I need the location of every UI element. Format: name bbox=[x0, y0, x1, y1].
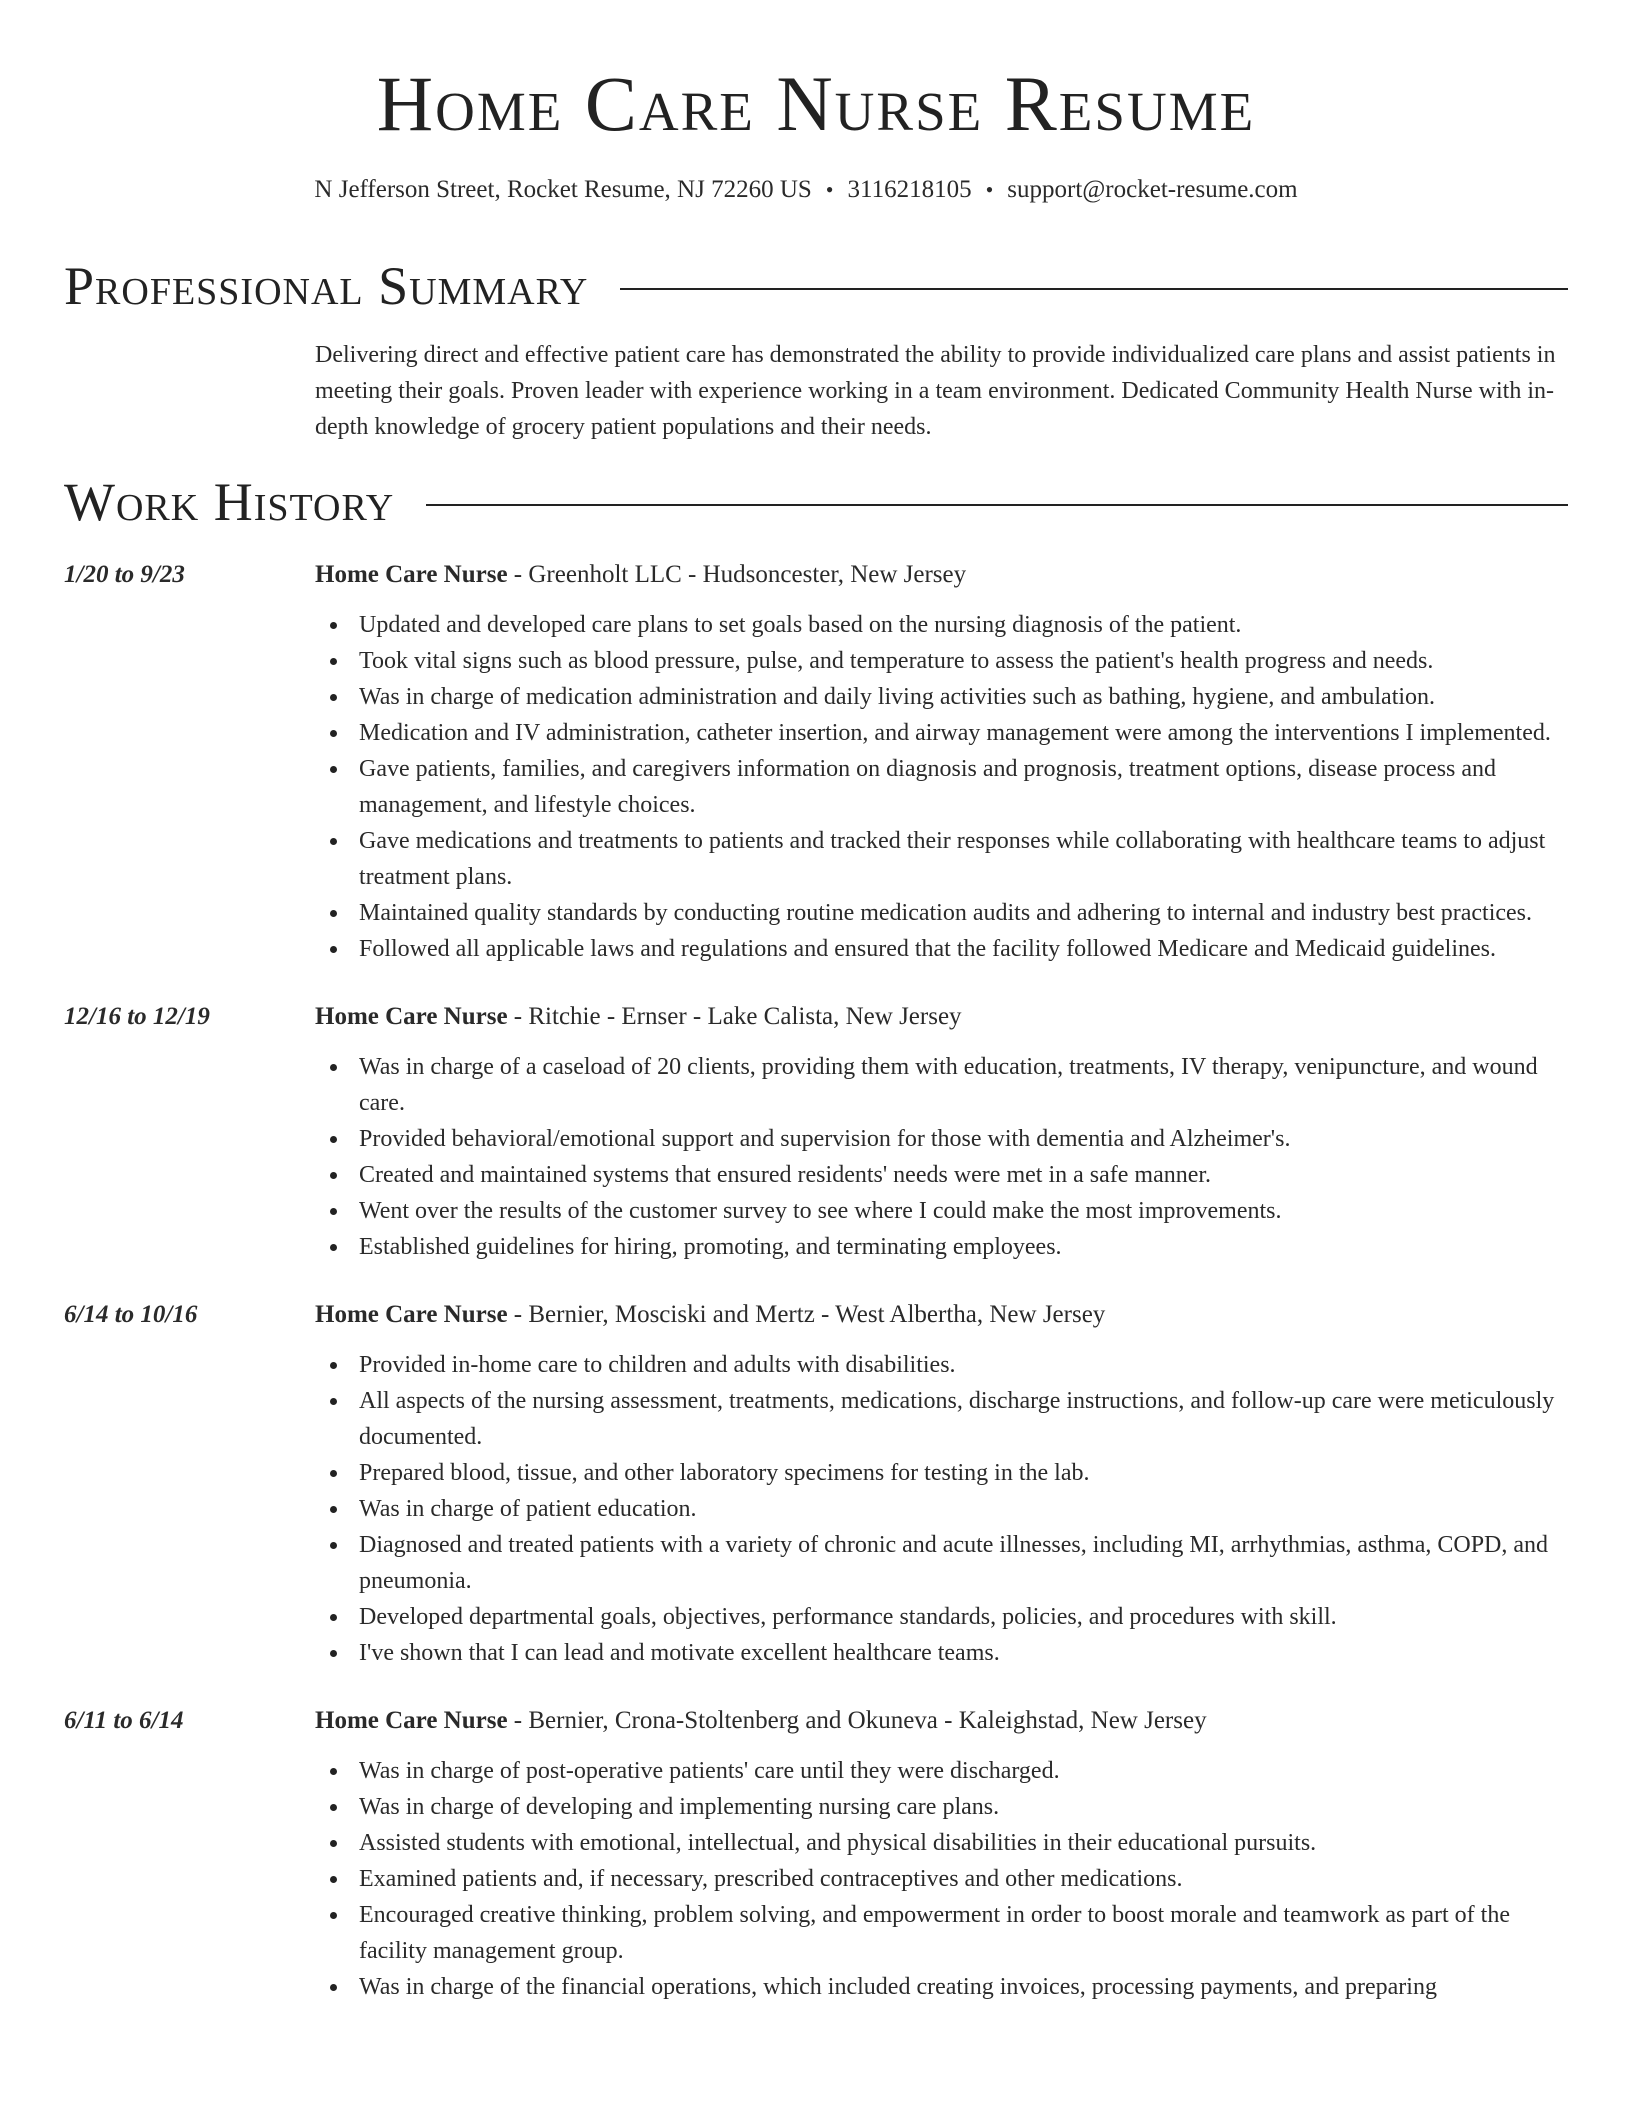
job-bullet-text: Took vital signs such as blood pressure, pulse, and temperature to assess the patient's health progress and needs. bbox=[359, 648, 1434, 674]
job-bullet bbox=[315, 1121, 1568, 1157]
bullet-icon bbox=[330, 1804, 337, 1811]
job-bullet bbox=[315, 1635, 1568, 1671]
bullet-icon bbox=[330, 1876, 337, 1883]
job-entry bbox=[64, 999, 1568, 1265]
job-entry bbox=[64, 557, 1568, 967]
job-bullet bbox=[315, 1347, 1568, 1383]
job-bullet-text: Gave patients, families, and caregivers information on diagnosis and prognosis, treatment options, disease process and management, and lifestyle choices. bbox=[359, 756, 1497, 818]
bullet-icon bbox=[330, 1506, 337, 1513]
job-bullet-list bbox=[315, 1347, 1568, 1671]
job-bullet bbox=[315, 1157, 1568, 1193]
job-bullet-text: All aspects of the nursing assessment, treatments, medications, discharge instructions, and follow-up care were meticulously documented. bbox=[359, 1388, 1555, 1450]
job-bullet bbox=[315, 751, 1568, 823]
job-bullet-text: Medication and IV administration, catheter insertion, and airway management were among the interventions I implemented. bbox=[359, 720, 1551, 746]
job-bullet-list bbox=[315, 1753, 1568, 2005]
job-bullet bbox=[315, 1599, 1568, 1635]
job-bullet bbox=[315, 931, 1568, 967]
contact-address: N Jefferson Street, Rocket Resume, NJ 72260 US bbox=[314, 176, 812, 203]
job-bullet bbox=[315, 1897, 1568, 1969]
job-bullet bbox=[315, 1491, 1568, 1527]
job-bullet bbox=[315, 1049, 1568, 1121]
job-bullet-text: Provided behavioral/emotional support and supervision for those with dementia and Alzheimer's. bbox=[359, 1126, 1291, 1152]
contact-separator: • bbox=[985, 177, 994, 202]
job-bullet bbox=[315, 1527, 1568, 1599]
job-employer-location: - Bernier, Crona-Stoltenberg and Okuneva - Kaleighstad, New Jersey bbox=[507, 1707, 1207, 1734]
bullet-icon bbox=[330, 910, 337, 917]
job-bullet bbox=[315, 1969, 1568, 2005]
summary-text: Delivering direct and effective patient care has demonstrated the ability to provide individualized care plans and assist patients in meeting their goals. Proven leader with experience working in a team environment. Dedicated Community Health Nurse with in-depth knowledge of grocery patient populations and their needs. bbox=[315, 342, 1556, 440]
job-bullet-text: Provided in-home care to children and adults with disabilities. bbox=[359, 1352, 956, 1378]
job-body bbox=[315, 557, 1568, 967]
job-bullet bbox=[315, 1455, 1568, 1491]
job-bullet-text: Followed all applicable laws and regulations and ensured that the facility followed Medicare and Medicaid guidelines. bbox=[359, 936, 1496, 962]
job-bullet bbox=[315, 607, 1568, 643]
job-dates: 1/20 to 9/23 bbox=[64, 561, 185, 588]
job-bullet bbox=[315, 1789, 1568, 1825]
job-bullet-text: Was in charge of medication administration and daily living activities such as bathing, hygiene, and ambulation. bbox=[359, 684, 1436, 710]
job-employer-location: - Bernier, Mosciski and Mertz - West Albertha, New Jersey bbox=[507, 1301, 1106, 1328]
bullet-icon bbox=[330, 1136, 337, 1143]
bullet-icon bbox=[330, 1244, 337, 1251]
summary-section-header bbox=[64, 254, 1568, 318]
job-employer-location: - Greenholt LLC - Hudsoncester, New Jersey bbox=[507, 561, 967, 588]
bullet-icon bbox=[330, 946, 337, 953]
job-bullet-text: Maintained quality standards by conducting routine medication audits and adhering to internal and industry best practices. bbox=[359, 900, 1533, 926]
job-bullet bbox=[315, 1383, 1568, 1455]
bullet-icon bbox=[330, 1912, 337, 1919]
job-dates: 6/14 to 10/16 bbox=[64, 1301, 198, 1328]
job-bullet-text: Gave medications and treatments to patients and tracked their responses while collaborating with healthcare teams to adjust treatment plans. bbox=[359, 828, 1546, 890]
job-bullet-text: Created and maintained systems that ensured residents' needs were met in a safe manner. bbox=[359, 1162, 1212, 1188]
job-title: Home Care Nurse bbox=[315, 561, 508, 588]
bullet-icon bbox=[330, 1172, 337, 1179]
bullet-icon bbox=[330, 1768, 337, 1775]
bullet-icon bbox=[330, 766, 337, 773]
job-bullet-text: Assisted students with emotional, intellectual, and physical disabilities in their educational pursuits. bbox=[359, 1830, 1317, 1856]
job-bullet-text: Diagnosed and treated patients with a variety of chronic and acute illnesses, including MI, arrhythmias, asthma, COPD, and pneumonia. bbox=[359, 1532, 1549, 1594]
job-bullet-text: Updated and developed care plans to set goals based on the nursing diagnosis of the patient. bbox=[359, 612, 1242, 638]
bullet-icon bbox=[330, 658, 337, 665]
bullet-icon bbox=[330, 1362, 337, 1369]
job-header bbox=[315, 557, 1568, 593]
job-dates: 6/11 to 6/14 bbox=[64, 1707, 184, 1734]
bullet-icon bbox=[330, 622, 337, 629]
job-bullet bbox=[315, 823, 1568, 895]
bullet-icon bbox=[330, 1840, 337, 1847]
job-bullet-text: Established guidelines for hiring, promoting, and terminating employees. bbox=[359, 1234, 1062, 1260]
job-header bbox=[315, 1703, 1568, 1739]
job-title: Home Care Nurse bbox=[315, 1301, 508, 1328]
job-dates: 12/16 to 12/19 bbox=[64, 1003, 210, 1030]
bullet-icon bbox=[330, 730, 337, 737]
job-bullet-text: Developed departmental goals, objectives, performance standards, policies, and procedures with skill. bbox=[359, 1604, 1337, 1630]
job-employer-location: - Ritchie - Ernser - Lake Calista, New Jersey bbox=[507, 1003, 962, 1030]
job-bullet-text: Went over the results of the customer survey to see where I could make the most improvements. bbox=[359, 1198, 1282, 1224]
section-divider bbox=[620, 288, 1568, 290]
bullet-icon bbox=[330, 838, 337, 845]
bullet-icon bbox=[330, 1470, 337, 1477]
job-bullet bbox=[315, 1193, 1568, 1229]
resume-title: Home Care Nurse Resume bbox=[376, 60, 1256, 147]
job-bullet-text: Examined patients and, if necessary, prescribed contraceptives and other medications. bbox=[359, 1866, 1183, 1892]
bullet-icon bbox=[330, 1650, 337, 1657]
work-history-list bbox=[64, 557, 1568, 2037]
contact-separator: • bbox=[825, 177, 834, 202]
bullet-icon bbox=[330, 1614, 337, 1621]
job-bullet-text: Was in charge of post-operative patients' care until they were discharged. bbox=[359, 1758, 1060, 1784]
job-bullet bbox=[315, 1825, 1568, 1861]
job-bullet-list bbox=[315, 607, 1568, 967]
job-body bbox=[315, 999, 1568, 1265]
work-history-heading: Work History bbox=[64, 472, 395, 532]
section-divider bbox=[426, 504, 1568, 506]
job-bullet-text: I've shown that I can lead and motivate excellent healthcare teams. bbox=[359, 1640, 1000, 1666]
job-title: Home Care Nurse bbox=[315, 1707, 508, 1734]
job-body bbox=[315, 1297, 1568, 1671]
job-entry bbox=[64, 1297, 1568, 1671]
job-bullet bbox=[315, 1861, 1568, 1897]
contact-phone: 3116218105 bbox=[847, 176, 972, 203]
job-bullet-text: Was in charge of the financial operations, which included creating invoices, processing payments, and preparing bbox=[359, 1974, 1437, 2000]
summary-heading: Professional Summary bbox=[64, 256, 589, 316]
bullet-icon bbox=[330, 1984, 337, 1991]
bullet-icon bbox=[330, 1398, 337, 1405]
job-bullet bbox=[315, 1229, 1568, 1265]
job-bullet-text: Was in charge of developing and implementing nursing care plans. bbox=[359, 1794, 1000, 1820]
job-bullet-text: Was in charge of patient education. bbox=[359, 1496, 697, 1522]
bullet-icon bbox=[330, 1542, 337, 1549]
job-bullet bbox=[315, 679, 1568, 715]
job-body bbox=[315, 1703, 1568, 2005]
job-bullet bbox=[315, 895, 1568, 931]
job-bullet bbox=[315, 715, 1568, 751]
job-title: Home Care Nurse bbox=[315, 1003, 508, 1030]
job-bullet bbox=[315, 1753, 1568, 1789]
job-bullet-text: Was in charge of a caseload of 20 clients, providing them with education, treatments, IV therapy, venipuncture, and wound care. bbox=[359, 1054, 1538, 1116]
job-bullet-list bbox=[315, 1049, 1568, 1265]
contact-email: support@rocket-resume.com bbox=[1007, 176, 1298, 203]
job-entry bbox=[64, 1703, 1568, 2005]
contact-line bbox=[0, 172, 1612, 208]
bullet-icon bbox=[330, 1208, 337, 1215]
job-bullet-text: Prepared blood, tissue, and other laboratory specimens for testing in the lab. bbox=[359, 1460, 1090, 1486]
bullet-icon bbox=[330, 694, 337, 701]
job-header bbox=[315, 999, 1568, 1035]
job-bullet bbox=[315, 643, 1568, 679]
work-history-section-header bbox=[64, 470, 1568, 534]
job-bullet-text: Encouraged creative thinking, problem solving, and empowerment in order to boost morale and teamwork as part of the facility management group. bbox=[359, 1902, 1510, 1964]
bullet-icon bbox=[330, 1064, 337, 1071]
job-header bbox=[315, 1297, 1568, 1333]
